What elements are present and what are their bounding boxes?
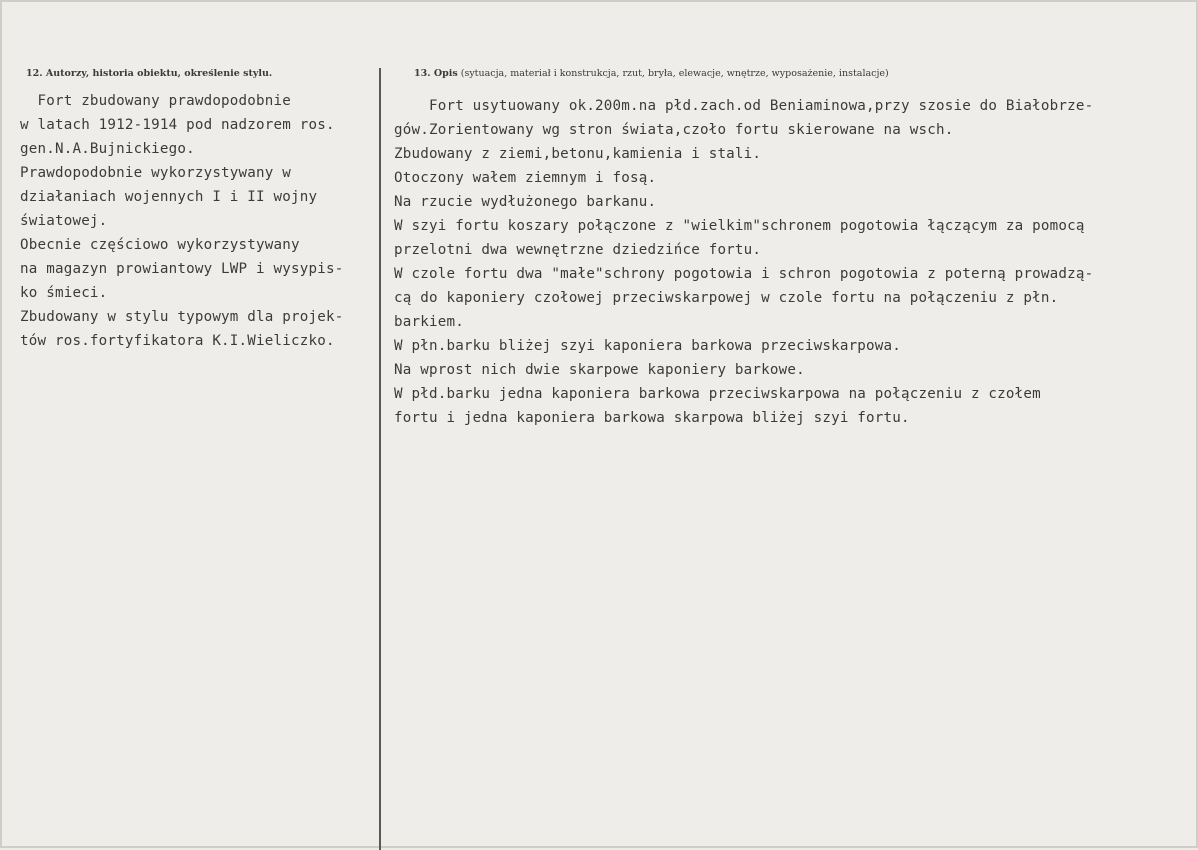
text-line: Fort usytuowany ok.200m.na płd.zach.od Beniaminowa,przy szosie do Białobrze-: [394, 98, 1094, 114]
text-line: W czole fortu dwa "małe"schrony pogotowia i schron pogotowia z poterną prowadzą-: [394, 266, 1094, 282]
section-12-header: 12. Autorzy, historia obiektu, określenie stylu.: [26, 68, 273, 79]
text-line: Otoczony wałem ziemnym i fosą.: [394, 170, 657, 186]
text-line: Zbudowany z ziemi,betonu,kamienia i stali.: [394, 146, 762, 162]
text-line: w latach 1912-1914 pod nadzorem ros.: [20, 117, 335, 133]
text-line: światowej.: [20, 213, 108, 229]
text-line: na magazyn prowiantowy LWP i wysypis-: [20, 261, 344, 277]
section-12-text: [20, 89, 343, 353]
section-13-header: [414, 68, 889, 79]
text-line: cą do kaponiery czołowej przeciwskarpowej w czole fortu na połączeniu z płn.: [394, 290, 1059, 306]
section-13-text: [394, 94, 1093, 430]
text-line: gów.Zorientowany wg stron świata,czoło fortu skierowane na wsch.: [394, 122, 954, 138]
text-line: W szyi fortu koszary połączone z "wielkim"schronem pogotowia łączącym za pomocą: [394, 218, 1085, 234]
text-line: Na wprost nich dwie skarpowe kaponiery barkowe.: [394, 362, 805, 378]
section-13-header-number: 13. Opis: [414, 68, 458, 79]
text-line: barkiem.: [394, 314, 464, 330]
text-line: Fort zbudowany prawdopodobnie: [20, 93, 291, 109]
column-divider: [379, 68, 381, 850]
text-line: W płn.barku bliżej szyi kaponiera barkowa przeciwskarpowa.: [394, 338, 902, 354]
text-line: działaniach wojennych I i II wojny: [20, 189, 318, 205]
section-13-header-description: (sytuacja, materiał i konstrukcja, rzut, bryła, elewacje, wnętrze, wyposażenie, instalacje): [457, 68, 889, 79]
text-line: tów ros.fortyfikatora K.I.Wieliczko.: [20, 333, 335, 349]
text-line: przelotni dwa wewnętrzne dziedzińce fortu.: [394, 242, 762, 258]
text-line: Obecnie częściowo wykorzystywany: [20, 237, 300, 253]
text-line: W płd.barku jedna kaponiera barkowa przeciwskarpowa na połączeniu z czołem: [394, 386, 1041, 402]
text-line: Zbudowany w stylu typowym dla projek-: [20, 309, 344, 325]
text-line: gen.N.A.Bujnickiego.: [20, 141, 195, 157]
text-line: Na rzucie wydłużonego barkanu.: [394, 194, 657, 210]
text-line: Prawdopodobnie wykorzystywany w: [20, 165, 291, 181]
text-line: ko śmieci.: [20, 285, 108, 301]
text-line: fortu i jedna kaponiera barkowa skarpowa bliżej szyi fortu.: [394, 410, 910, 426]
